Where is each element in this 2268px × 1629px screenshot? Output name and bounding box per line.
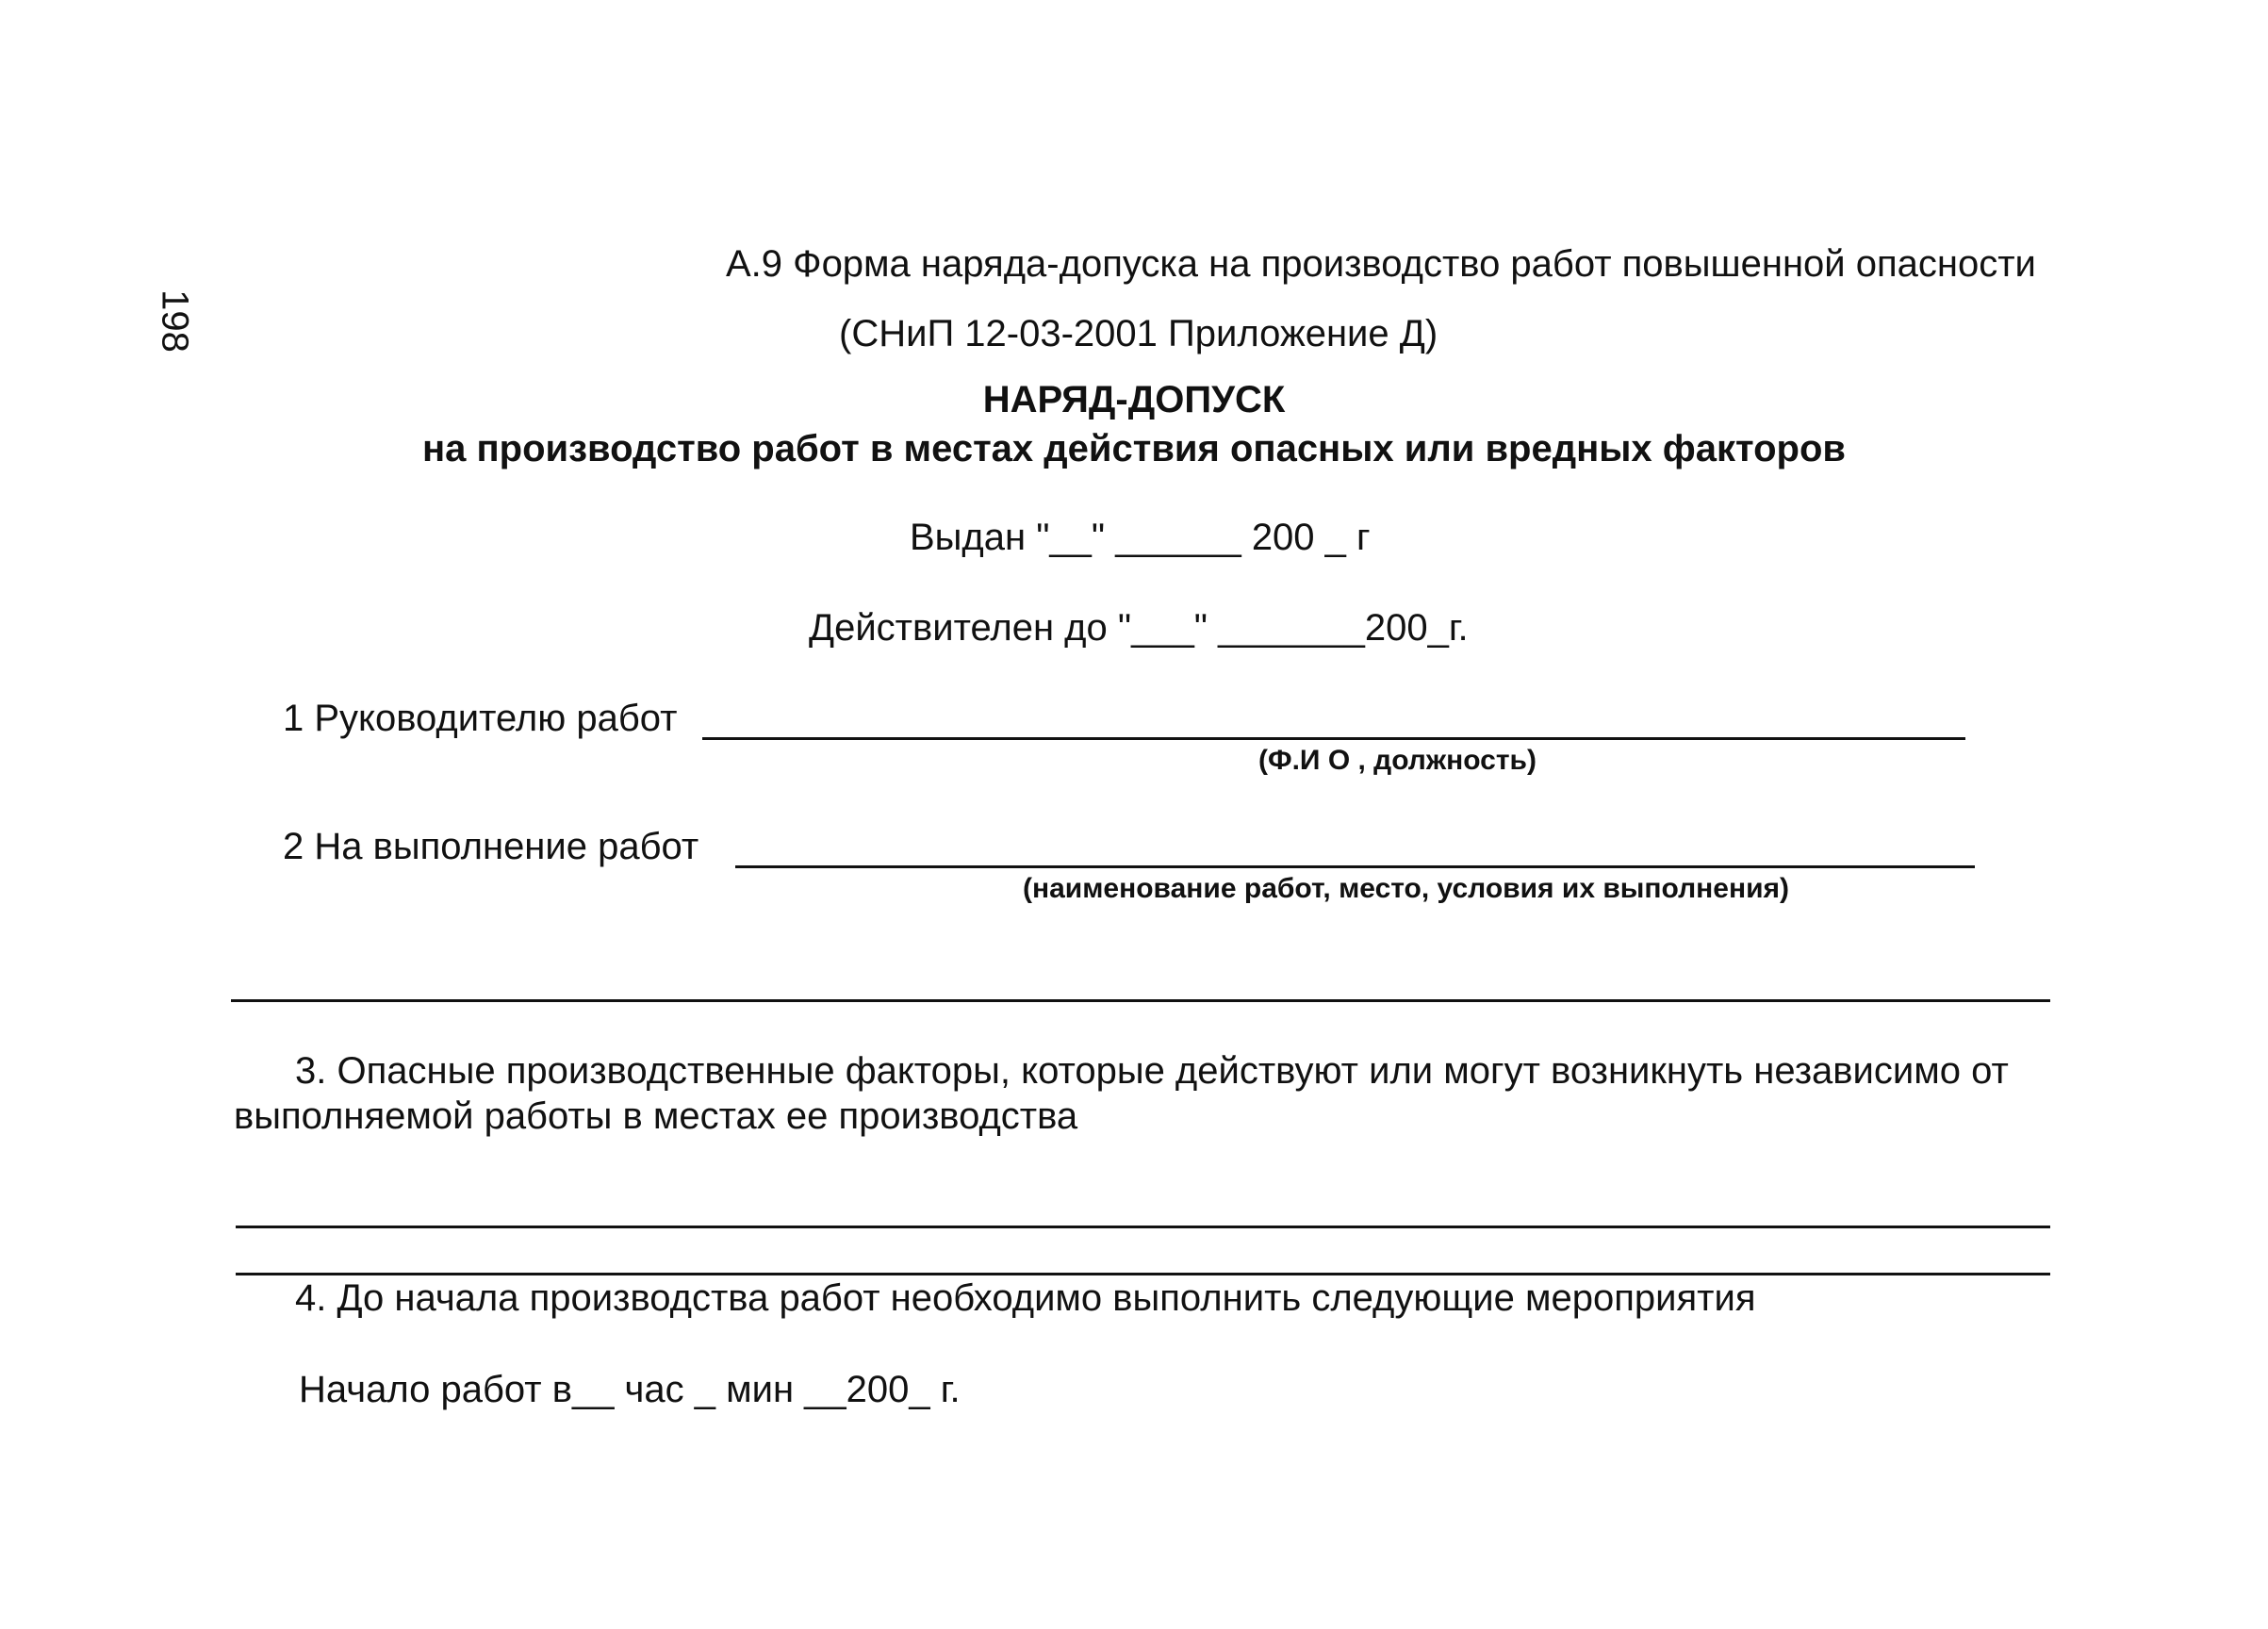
- start-of-work-line: Начало работ в__ час _ мин __200_ г.: [299, 1369, 961, 1410]
- item1-fill-line: [702, 737, 1965, 740]
- item4-text: 4. До начала производства работ необходимо выполнить следующие мероприятия: [295, 1277, 1756, 1319]
- form-heading: А.9 Форма наряда-допуска на производство работ повышенной опасности: [726, 243, 2036, 285]
- valid-until-line: Действителен до "___" _______200_г.: [809, 607, 1469, 649]
- document-title: НАРЯД-ДОПУСК: [982, 379, 1286, 420]
- item2-label: 2 На выполнение работ: [283, 826, 699, 867]
- page-number: 198: [154, 289, 196, 353]
- item2-extra-line: [231, 999, 2050, 1002]
- item3-fill-line-2: [236, 1273, 2050, 1275]
- item3-fill-line-1: [236, 1226, 2050, 1228]
- item2-caption: (наименование работ, место, условия их выполнения): [1023, 873, 1790, 904]
- item3-text: 3. Опасные производственные факторы, которые действуют или могут возникнуть независимо от выполняемой работы в местах ее производства: [234, 1050, 2009, 1137]
- item1-label: 1 Руководителю работ: [283, 698, 678, 739]
- item1-caption: (Ф.И О , должность): [1258, 745, 1537, 776]
- form-reference: (СНиП 12-03-2001 Приложение Д): [839, 313, 1438, 354]
- document-subtitle: на производство работ в местах действия опасных или вредных факторов: [422, 428, 1846, 469]
- item2-fill-line: [735, 865, 1975, 868]
- issued-date-line: Выдан "__" ______ 200 _ г: [910, 517, 1371, 558]
